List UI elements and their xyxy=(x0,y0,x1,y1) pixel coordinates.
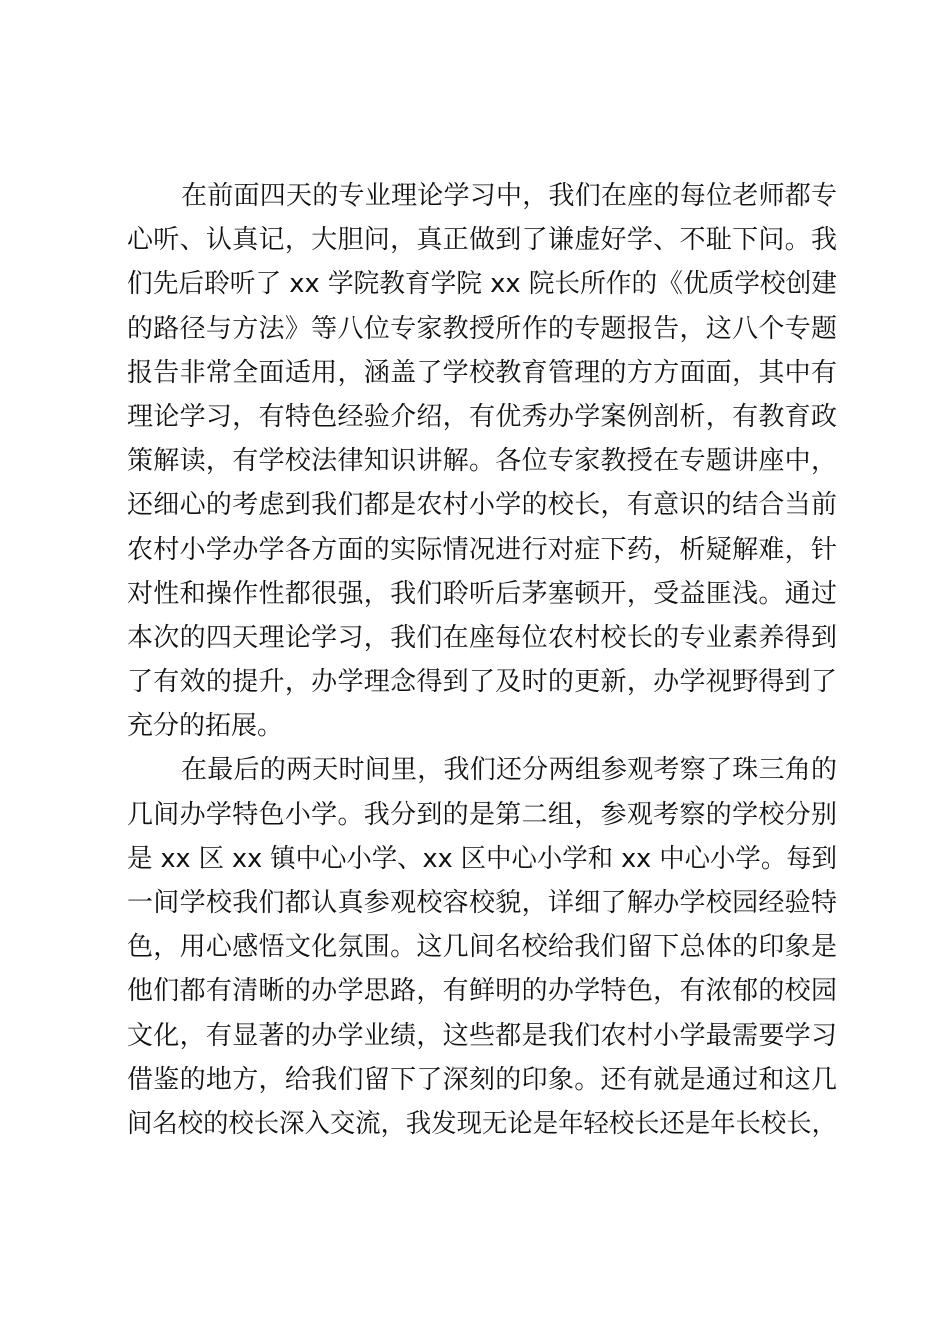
body-text xyxy=(127,174,837,1146)
line-text: 在最后的两天时间里，我们还分两组参观考察了珠三角的 xyxy=(181,755,838,786)
paragraph-line xyxy=(127,793,837,837)
line-text: 本次的四天理论学习，我们在座每位农村校长的专业素养得到 xyxy=(127,622,838,653)
paragraph-line xyxy=(127,307,837,351)
paragraph-1 xyxy=(127,174,837,748)
line-text: 几间办学特色小学。我分到的是第二组，参观考察的学校分别 xyxy=(127,799,838,830)
line-text: 一间学校我们都认真参观校容校貌，详细了解办学校园经验特 xyxy=(127,888,838,918)
line-text: 充分的拓展。 xyxy=(127,711,284,742)
paragraph-line xyxy=(127,395,837,439)
line-text: 还细心的考虑到我们都是农村小学的校长，有意识的结合当前 xyxy=(127,490,838,521)
paragraph-line xyxy=(127,881,837,925)
line-text: 借鉴的地方，给我们留下了深刻的印象。还有就是通过和这几 xyxy=(127,1064,838,1095)
line-text: 报告非常全面适用，涵盖了学校教育管理的方方面面，其中有 xyxy=(127,357,838,388)
line-text: 文化，有显著的办学业绩，这些都是我们农村小学最需要学习 xyxy=(127,1020,838,1051)
line-text: 在前面四天的专业理论学习中，我们在座的每位老师都专 xyxy=(181,181,838,211)
line-text: 的路径与方法》等八位专家教授所作的专题报告，这八个专题 xyxy=(127,313,838,344)
line-text: 是 xx 区 xx 镇中心小学、xx 区中心小学和 xx 中心小学。每到 xyxy=(127,843,837,874)
line-text: 对性和操作性都很强，我们聆听后茅塞顿开，受益匪浅。通过 xyxy=(127,578,838,609)
line-text: 了有效的提升，办学理念得到了及时的更新，办学视野得到了 xyxy=(127,667,838,698)
paragraph-line xyxy=(127,1014,837,1058)
line-text: 农村小学办学各方面的实际情况进行对症下药，析疑解难，针 xyxy=(127,534,838,565)
paragraph-line xyxy=(127,174,837,218)
paragraph-line xyxy=(127,572,837,616)
paragraph-line xyxy=(127,483,837,527)
paragraph-line xyxy=(127,704,837,748)
line-text: 色，用心感悟文化氛围。这几间名校给我们留下总体的印象是 xyxy=(127,932,838,963)
paragraph-line xyxy=(127,748,837,792)
paragraph-line xyxy=(127,1058,837,1102)
line-text: 心听、认真记，大胆问，真正做到了谦虚好学、不耻下问。我 xyxy=(127,225,838,256)
line-text: 们先后聆听了 xx 学院教育学院 xx 院长所作的《优质学校创建 xyxy=(127,269,837,300)
line-text: 间名校的校长深入交流，我发现无论是年轻校长还是年长校长， xyxy=(127,1108,837,1139)
paragraph-line xyxy=(127,218,837,262)
paragraph-line xyxy=(127,439,837,483)
paragraph-2 xyxy=(127,748,837,1146)
paragraph-line xyxy=(127,1102,837,1146)
paragraph-line xyxy=(127,925,837,969)
paragraph-line xyxy=(127,616,837,660)
paragraph-line xyxy=(127,837,837,881)
line-text: 理论学习，有特色经验介绍，有优秀办学案例剖析，有教育政 xyxy=(127,401,838,432)
paragraph-line xyxy=(127,528,837,572)
line-text: 他们都有清晰的办学思路，有鲜明的办学特色，有浓郁的校园 xyxy=(127,976,838,1007)
paragraph-line xyxy=(127,262,837,306)
paragraph-line xyxy=(127,660,837,704)
line-text: 策解读，有学校法律知识讲解。各位专家教授在专题讲座中， xyxy=(127,446,838,477)
paragraph-line xyxy=(127,351,837,395)
paragraph-line xyxy=(127,969,837,1013)
